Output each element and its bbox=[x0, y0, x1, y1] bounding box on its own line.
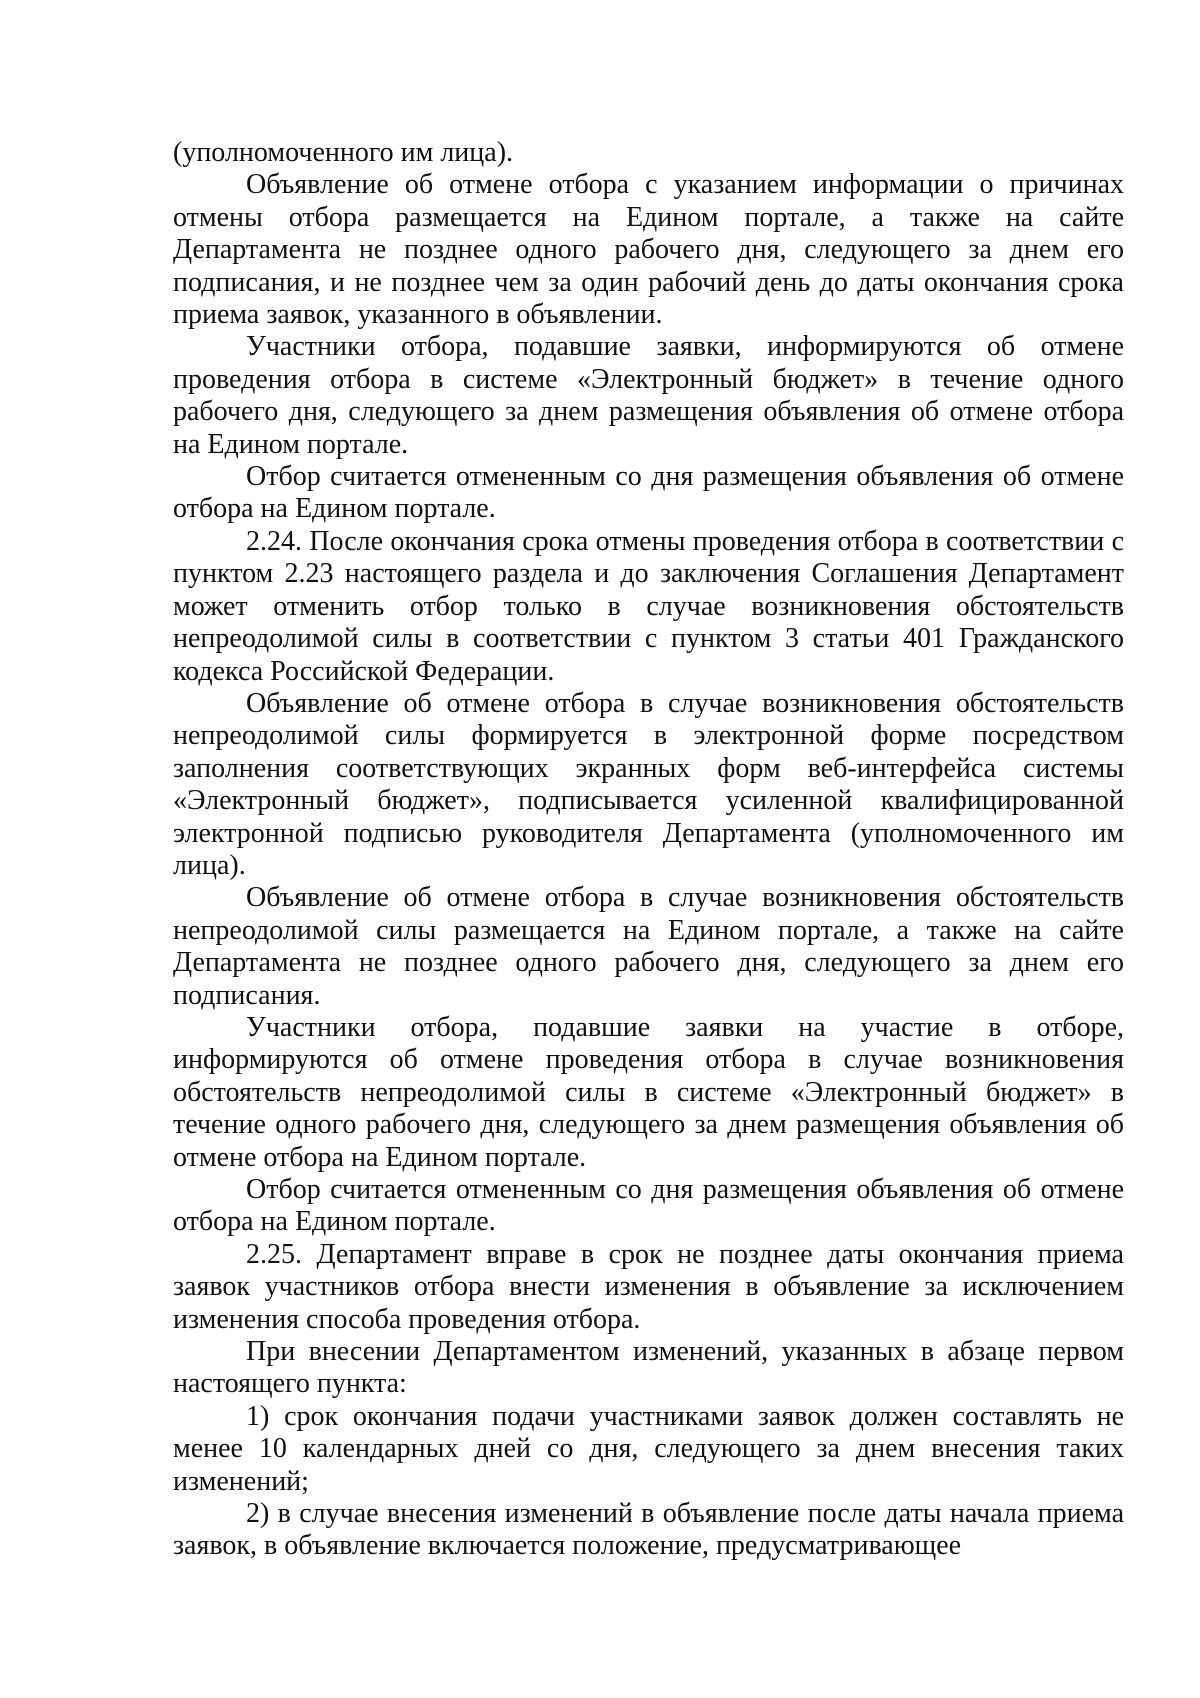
paragraph-continuation: (уполномоченного им лица). bbox=[173, 137, 514, 168]
paragraph-clause-2-24: 2.24. После окончания срока отмены проведения отбора в соответствии с пунктом 2.23 настоящего раздела и до заключения Соглашения Департамент может отменить отбор только в случае возникновения обстоятельств непреодолимой силы в соответствии с пунктом 3 статьи 401 Гражданского кодекса Российской Федерации. bbox=[173, 525, 1124, 687]
paragraph-force-majeure-announcement-form: Объявление об отмене отбора в случае возникновения обстоятельств непреодолимой силы формируется в электронной форме посредством заполнения соответствующих экранных форм веб-интерфейса системы «Электронный бюджет», подписывается усиленной квалифицированной электронной подписью руководителя Департамента (уполномоченного им лица). bbox=[173, 687, 1124, 881]
paragraph-changes-intro: При внесении Департаментом изменений, указанных в абзаце первом настоящего пункта: bbox=[173, 1336, 1124, 1400]
paragraph-item-1: 1) срок окончания подачи участниками заявок должен составлять не менее 10 календарных дней со дня, следующего за днем внесения таких изменений; bbox=[173, 1400, 1124, 1497]
paragraph-selection-cancelled-repeat: Отбор считается отмененным со дня размещения объявления об отмене отбора на Едином портале. bbox=[173, 1174, 1124, 1238]
paragraph-selection-cancelled: Отбор считается отмененным со дня размещения объявления об отмене отбора на Едином портале. bbox=[173, 461, 1124, 525]
paragraph-participants-notified: Участники отбора, подавшие заявки, информируются об отмене проведения отбора в системе «Электронный бюджет» в течение одного рабочего дня, следующего за днем размещения объявления об отмене отбора на Едином портале. bbox=[173, 331, 1124, 460]
paragraph-item-2: 2) в случае внесения изменений в объявление после даты начала приема заявок, в объявление включается положение, предусматривающее bbox=[173, 1498, 1124, 1562]
paragraph-cancellation-announcement: Объявление об отмене отбора с указанием информации о причинах отмены отбора размещается на Едином портале, а также на сайте Департамента не позднее одного рабочего дня, следующего за днем его подписания, и не позднее чем за один рабочий день до даты окончания срока приема заявок, указанного в объявлении. bbox=[173, 169, 1124, 331]
paragraph-clause-2-25: 2.25. Департамент вправе в срок не позднее даты окончания приема заявок участников отбора внести изменения в объявление за исключением изменения способа проведения отбора. bbox=[173, 1238, 1124, 1335]
paragraph-force-majeure-participants-notified: Участники отбора, подавшие заявки на участие в отборе, информируются об отмене проведения отбора в случае возникновения обстоятельств непреодолимой силы в системе «Электронный бюджет» в течение одного рабочего дня, следующего за днем размещения объявления об отмене отбора на Едином портале. bbox=[173, 1011, 1124, 1173]
document-body bbox=[173, 137, 1124, 1563]
paragraph-force-majeure-announcement-posting: Объявление об отмене отбора в случае возникновения обстоятельств непреодолимой силы размещается на Едином портале, а также на сайте Департамента не позднее одного рабочего дня, следующего за днем его подписания. bbox=[173, 882, 1124, 1011]
